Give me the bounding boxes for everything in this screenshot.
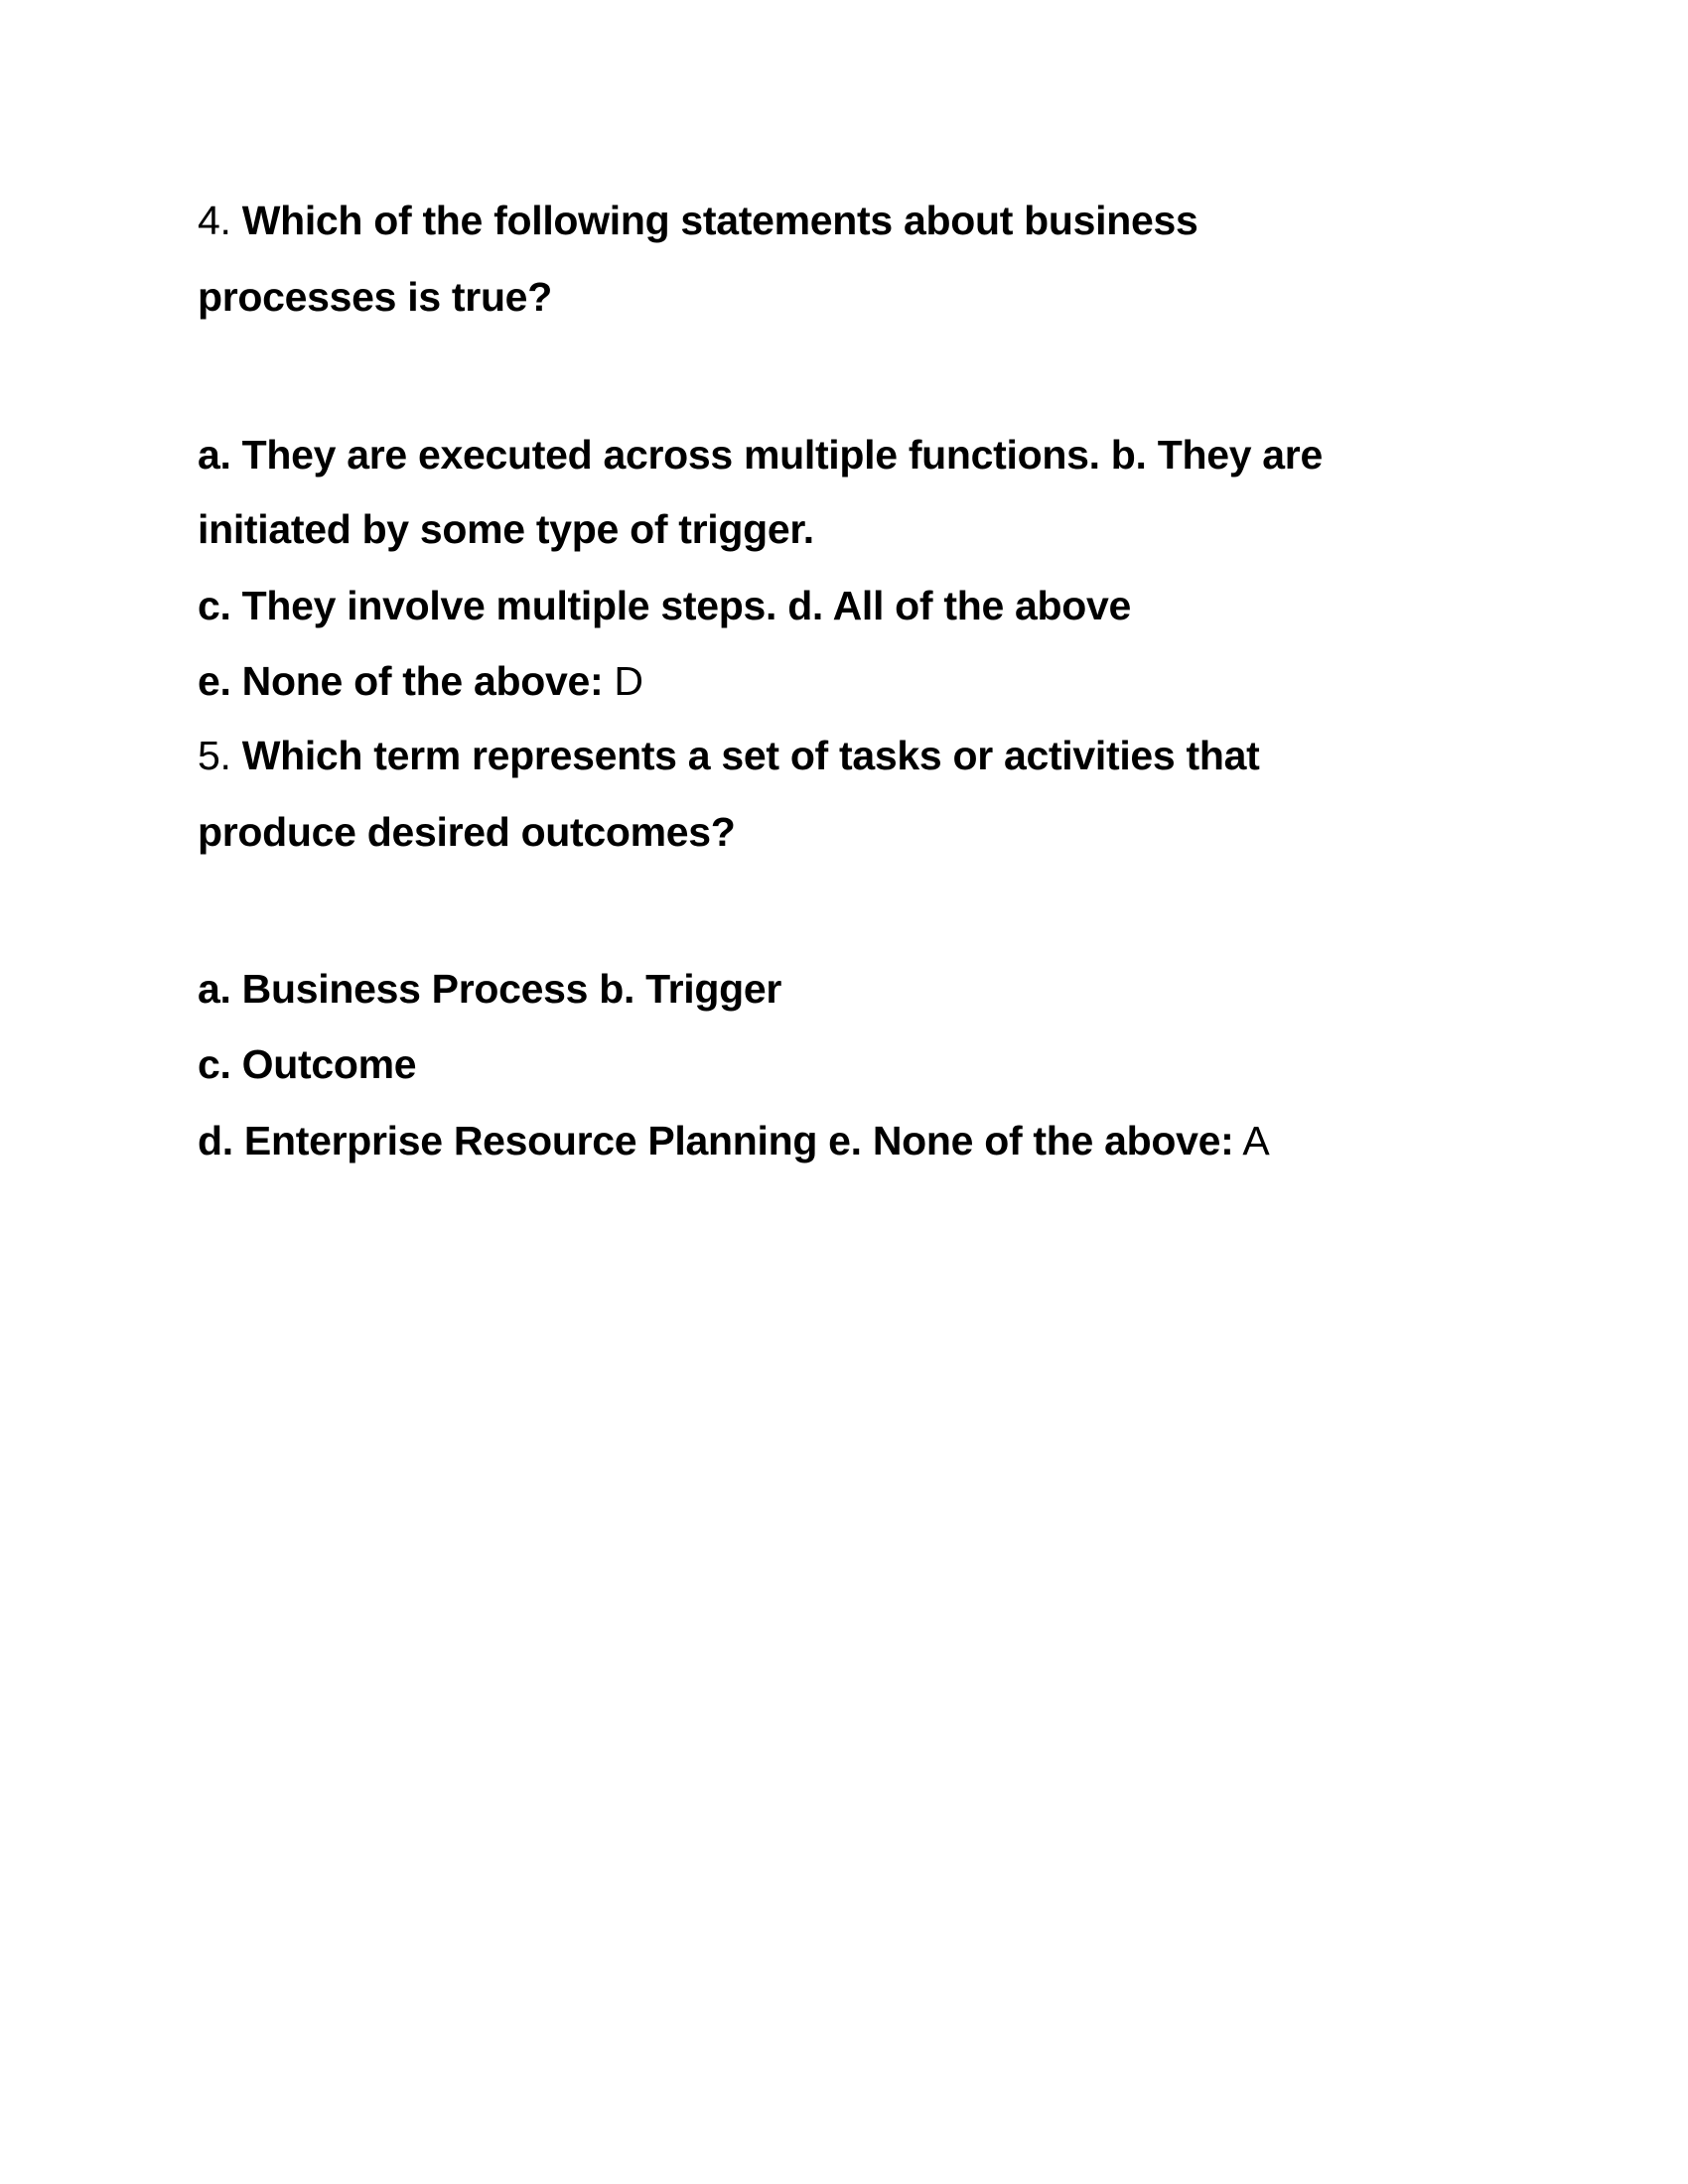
question-4-options-line: initiated by some type of trigger. xyxy=(198,506,814,552)
question-4-options-line: c. They involve multiple steps. d. All of the above xyxy=(198,583,1132,628)
question-5-options-line: c. Outcome xyxy=(198,1041,417,1087)
question-4-answer-line xyxy=(198,643,643,719)
question-5-prompt-line-1 xyxy=(198,718,1259,793)
question-number: 5. xyxy=(198,733,231,778)
question-4-options-line: a. They are executed across multiple functions. b. They are xyxy=(198,432,1323,478)
question-5-options-line: a. Business Process b. Trigger xyxy=(198,966,782,1012)
question-5-answer-line xyxy=(198,1103,1269,1178)
question-4-prompt-line-1 xyxy=(198,183,1198,258)
question-number: 4. xyxy=(198,198,231,243)
answer: A xyxy=(1242,1118,1270,1163)
question-text: Which of the following statements about business xyxy=(241,198,1198,243)
question-text: Which term represents a set of tasks or activities that xyxy=(241,733,1260,778)
option-label: e. None of the above: xyxy=(198,658,604,704)
option-label: d. Enterprise Resource Planning e. None of the above: xyxy=(198,1118,1234,1163)
answer: D xyxy=(614,658,643,704)
question-4-prompt-line-2: processes is true? xyxy=(198,274,552,320)
question-5-prompt-line-2: produce desired outcomes? xyxy=(198,809,736,855)
